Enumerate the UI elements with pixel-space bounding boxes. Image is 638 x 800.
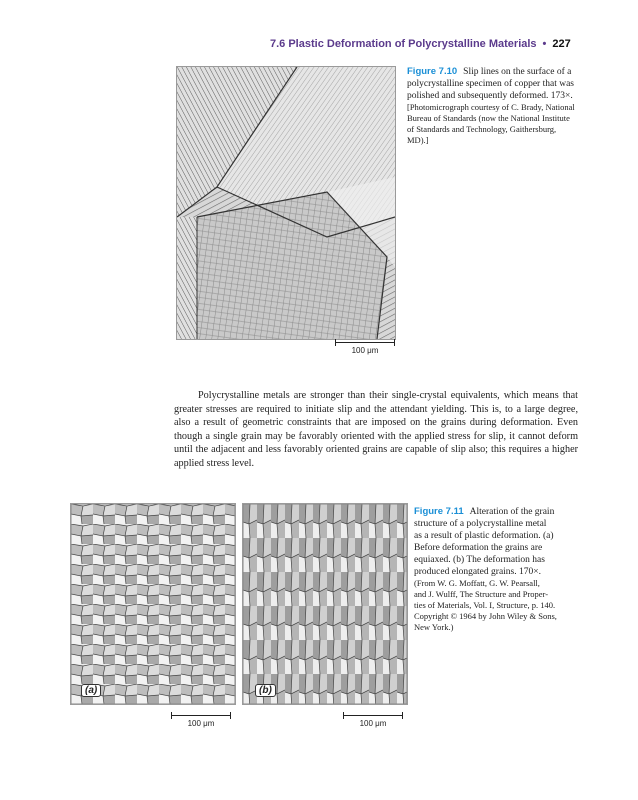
body-paragraph xyxy=(174,389,578,471)
body-paragraph-text: Polycrystalline metals are stronger than their single-crystal equivalents, which means that greater stresses are required to initiate slip and the attendant yielding. This is, to a large degree, also a result of geometric constraints that are imposed on the grains during deformation. Even though a single grain may be favorably oriented with the applied stress for slip, it cannot deform until the adjacent and less favorably oriented grains are capable of slip also; this requires a higher applied stress level. xyxy=(174,390,578,469)
page-number: 227 xyxy=(552,38,571,50)
scale-bar-label: 100 μm xyxy=(351,346,379,355)
figure-7-11b-micrograph xyxy=(242,503,408,705)
section-title: 7.6 Plastic Deformation of Polycrystalline Materials xyxy=(270,38,537,50)
scale-bar-a-line xyxy=(171,715,231,716)
scale-bar-b-label: 100 μm xyxy=(359,719,387,728)
running-header xyxy=(270,38,580,50)
figure-7-11a-scale-bar xyxy=(166,715,236,728)
scale-bar-a-label: 100 μm xyxy=(187,719,215,728)
figure-7-10-scale-bar xyxy=(330,342,400,355)
scale-bar-line xyxy=(335,342,395,343)
figure-7-11-number: Figure 7.11 xyxy=(414,506,464,517)
figure-7-10-caption xyxy=(407,66,579,146)
figure-7-11-caption-line-1: Figure 7.11 Alteration of the grain xyxy=(414,506,555,517)
figure-7-10-credit: [Photomicrograph courtesy of C. Brady, National Bureau of Standards (now the National Institute of Standards and Technology, Gaithersburg, MD).] xyxy=(407,102,575,145)
figure-7-11-caption-line-6: produced elongated grains. 170×. xyxy=(414,567,541,577)
elongated-grains-photo xyxy=(243,504,407,704)
figure-7-11b-scale-bar xyxy=(338,715,408,728)
panel-a-label: (a) xyxy=(81,684,101,697)
figure-7-10-micrograph xyxy=(176,66,396,340)
figure-7-11-caption xyxy=(414,506,580,633)
slip-lines-photo xyxy=(177,67,395,339)
scale-bar-b-line xyxy=(343,715,403,716)
figure-7-11-caption-line-3: as a result of plastic deformation. (a) xyxy=(414,531,554,541)
figure-7-10-number: Figure 7.10 xyxy=(407,66,458,77)
figure-7-11-caption-line-4: Before deformation the grains are xyxy=(414,543,543,553)
header-separator: • xyxy=(542,38,547,50)
figure-7-11-caption-line-5: equiaxed. (b) The deformation has xyxy=(414,555,545,565)
figure-7-11-caption-line-2: structure of a polycrystalline metal xyxy=(414,519,547,529)
figure-7-10-caption-text: Slip lines on the surface of a polycrystalline specimen of copper that was polished and subsequently deformed. 173×. xyxy=(407,67,574,101)
panel-b-label: (b) xyxy=(255,684,276,697)
equiaxed-grains-photo xyxy=(71,504,235,704)
figure-7-11a-micrograph xyxy=(70,503,236,705)
figure-7-11-credit: (From W. G. Moffatt, G. W. Pearsall, and J. Wulff, The Structure and Proper- ties of Materials, Vol. I, Structure, p. 140. Copyright © 1964 by John Wiley & Sons, New York.) xyxy=(414,578,557,632)
